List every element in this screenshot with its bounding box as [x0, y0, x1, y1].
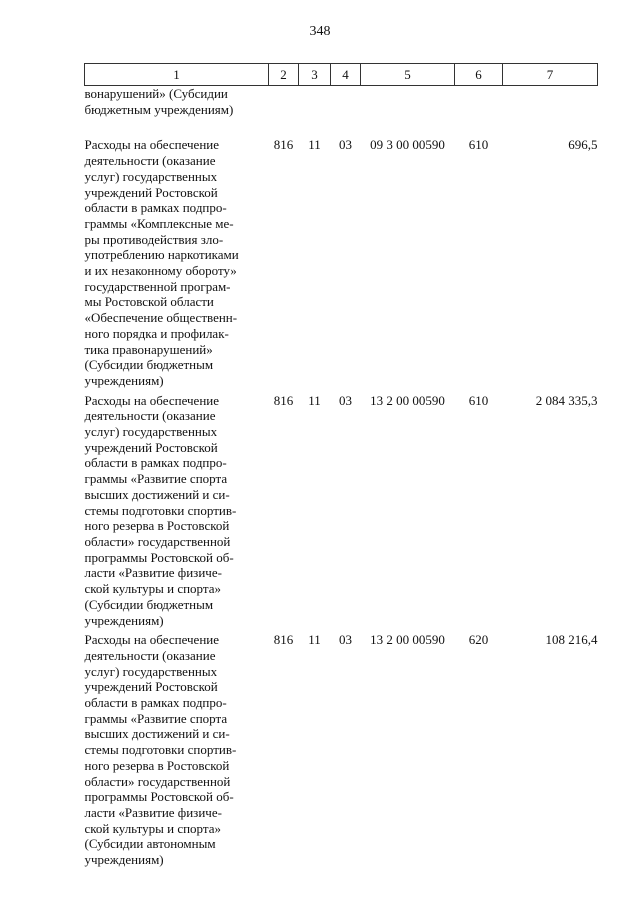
desc-line: высших достижений и си- [84, 726, 230, 742]
desc-line: программы Ростовской об- [84, 789, 234, 805]
desc-line: ного резерва в Ростовской [84, 518, 230, 534]
amount: 2 084 335,3 [535, 392, 598, 408]
budget-table [84, 63, 598, 868]
desc-line: учреждениям) [84, 612, 164, 628]
column-header-6: 6 [455, 64, 503, 86]
desc-line: учреждениям) [84, 372, 164, 388]
desc-line: области в рамках подпро- [84, 455, 227, 471]
desc-line: услуг) государственных [84, 663, 218, 679]
desc-line: ской культуры и спорта» [84, 820, 221, 836]
desc-line: ры противодействия зло- [84, 231, 224, 247]
desc-line: и их незаконному обороту» [84, 263, 237, 279]
desc-line: области» государственной [84, 533, 231, 549]
amount: 108 216,4 [545, 632, 598, 648]
desc-line: (Субсидии бюджетным [84, 357, 214, 373]
header-row [85, 64, 598, 86]
desc-line: учреждений Ростовской [84, 184, 218, 200]
desc-line: употреблению наркотиками [84, 247, 239, 263]
page-number: 348 [309, 24, 331, 39]
desc-line: услуг) государственных [84, 424, 218, 440]
continuation-row [85, 86, 598, 118]
desc-line: деятельности (оказание [84, 153, 216, 169]
row-description [85, 117, 269, 388]
expense-type-code: 610 [468, 392, 489, 408]
desc-line: Расходы на обеспечение [84, 632, 220, 648]
row-description [85, 628, 269, 868]
desc-line: учреждениям) [84, 852, 164, 868]
desc-line: граммы «Развитие спорта [84, 710, 228, 726]
expense-type-code: 620 [468, 632, 489, 648]
subsection-code: 03 [339, 392, 352, 408]
target-article-code: 09 3 00 00590 [370, 137, 445, 153]
target-article-code: 13 2 00 00590 [370, 392, 445, 408]
desc-line: ного резерва в Ростовской [84, 757, 230, 773]
column-header-7: 7 [503, 64, 598, 86]
desc-line: стемы подготовки спортив- [84, 742, 237, 758]
desc-line: тика правонарушений» [84, 341, 213, 357]
desc-line: стемы подготовки спортив- [84, 502, 237, 518]
ministry-code: 816 [273, 392, 294, 408]
desc-line: услуг) государственных [84, 168, 218, 184]
desc-line: ного порядка и профилак- [84, 325, 229, 341]
expense-type-code: 610 [468, 137, 489, 153]
desc-line: вонарушений» (Субсидии [84, 86, 228, 101]
desc-line: (Субсидии автономным [84, 836, 216, 852]
column-header-4: 4 [331, 64, 361, 86]
desc-line: учреждений Ростовской [84, 679, 218, 695]
desc-line: мы Ростовской области [84, 294, 214, 310]
section-code: 11 [308, 137, 321, 153]
desc-line: (Субсидии бюджетным [84, 596, 214, 612]
desc-line: Расходы на обеспечение [84, 137, 220, 153]
column-header-1: 1 [85, 64, 269, 86]
row-description [85, 389, 269, 629]
desc-line: деятельности (оказание [84, 408, 216, 424]
table-row [85, 389, 598, 629]
desc-line: программы Ростовской об- [84, 549, 234, 565]
desc-line: учреждений Ростовской [84, 439, 218, 455]
table-body [85, 117, 598, 867]
column-header-5: 5 [361, 64, 455, 86]
desc-line: граммы «Развитие спорта [84, 471, 228, 487]
desc-line: «Обеспечение общественн- [84, 310, 238, 326]
subsection-code: 03 [339, 137, 352, 153]
subsection-code: 03 [339, 632, 352, 648]
table-row [85, 117, 598, 388]
desc-line: высших достижений и си- [84, 486, 230, 502]
desc-line: государственной програм- [84, 278, 231, 294]
desc-line: ласти «Развитие физиче- [84, 565, 222, 581]
desc-line: ласти «Развитие физиче- [84, 804, 222, 820]
desc-line: области в рамках подпро- [84, 200, 227, 216]
table-row [85, 628, 598, 868]
target-article-code: 13 2 00 00590 [370, 632, 445, 648]
column-header-3: 3 [299, 64, 331, 86]
continuation-description [85, 86, 269, 118]
ministry-code: 816 [273, 632, 294, 648]
section-code: 11 [308, 632, 321, 648]
desc-line: деятельности (оказание [84, 647, 216, 663]
desc-line: ской культуры и спорта» [84, 581, 221, 597]
section-code: 11 [308, 392, 321, 408]
ministry-code: 816 [273, 137, 294, 153]
desc-line: области» государственной [84, 773, 231, 789]
amount: 696,5 [568, 137, 598, 153]
column-header-2: 2 [269, 64, 299, 86]
desc-line: области в рамках подпро- [84, 695, 227, 711]
desc-line: Расходы на обеспечение [84, 392, 220, 408]
desc-line: граммы «Комплексные ме- [84, 215, 234, 231]
desc-line: бюджетным учреждениям) [84, 101, 234, 117]
